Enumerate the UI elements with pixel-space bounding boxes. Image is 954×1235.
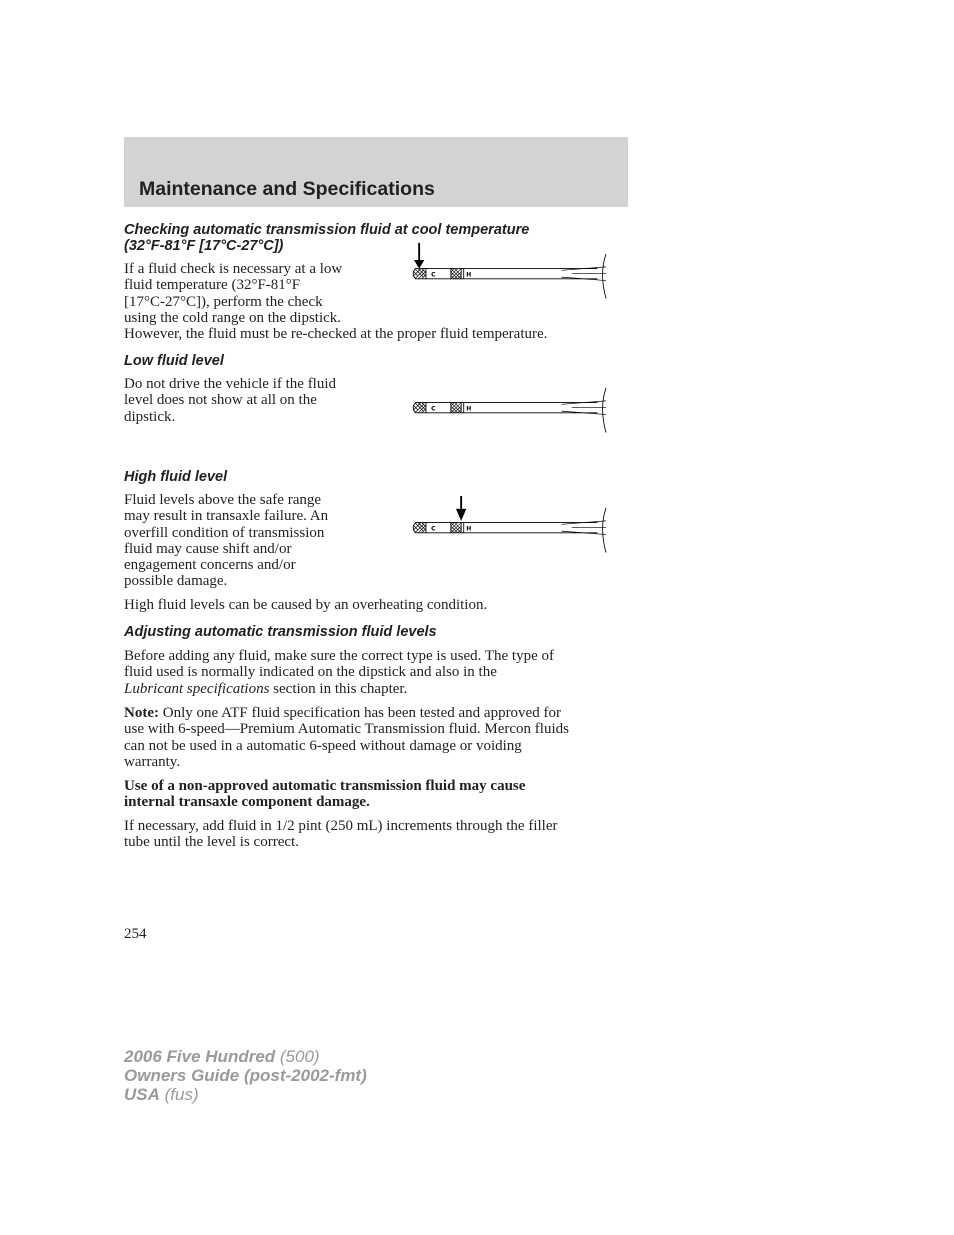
paragraph-overheating-cause: High fluid levels can be caused by an overheating condition. <box>124 597 488 613</box>
hot-mark-label: H <box>466 271 472 279</box>
hot-mark-label: H <box>466 525 472 533</box>
hot-mark-label: H <box>466 405 472 413</box>
paragraph-cool-temperature: If a fluid check is necessary at a low fluid temperature (32°F-81°F [17°C-27°C]), perform the check using the cold range on the dipstick. However, the fluid must be re-checked at the proper fluid temperature. <box>124 261 548 343</box>
level-arrow-icon <box>414 243 424 269</box>
footer-document-info: 2006 Five Hundred (500) Owners Guide (post-2002-fmt) USA (fus) <box>124 1047 367 1104</box>
cold-mark-label: C <box>431 405 436 413</box>
note-label: Note: <box>124 705 159 721</box>
page-number: 254 <box>124 926 147 942</box>
warning-non-approved-fluid: Use of a non-approved automatic transmission fluid may cause internal transaxle component damage. <box>124 778 526 811</box>
dipstick-high-diagram <box>392 496 628 556</box>
level-arrow-icon <box>456 496 466 521</box>
paragraph-note: Note: Only one ATF fluid specification has been tested and approved for use with 6-speed—Premium Automatic Transmission fluid. Mercon fluids can not be used in a automatic 6-speed without damage or voiding warranty. <box>124 705 569 770</box>
heading-adjusting-fluid-levels: Adjusting automatic transmission fluid levels <box>124 624 437 640</box>
heading-high-fluid-level: High fluid level <box>124 469 228 485</box>
cold-mark-label: C <box>431 271 436 279</box>
cold-mark-label: C <box>431 525 436 533</box>
heading-low-fluid-level: Low fluid level <box>124 353 224 369</box>
dipstick-cold-diagram <box>392 242 628 302</box>
dipstick-low-diagram <box>392 376 628 436</box>
paragraph-fluid-type: Before adding any fluid, make sure the correct type is used. The type of fluid used is normally indicated on the dipstick and also in the Lubricant specifications section in this chapter. <box>124 648 554 697</box>
heading-cool-temperature: Checking automatic transmission fluid at cool temperature (32°F-81°F [17°C-27°C]) <box>124 222 530 254</box>
paragraph-low-fluid-level: Do not drive the vehicle if the fluid level does not show at all on the dipstick. <box>124 376 337 425</box>
paragraph-high-fluid-level: Fluid levels above the safe range may result in transaxle failure. An overfill condition of transmission fluid may cause shift and/or engagement concerns and/or possible damage. <box>124 492 329 590</box>
lubricant-specifications-link[interactable]: Lubricant specifications <box>124 680 270 697</box>
paragraph-add-fluid: If necessary, add fluid in 1/2 pint (250 mL) increments through the filler tube until the level is correct. <box>124 818 558 851</box>
section-title: Maintenance and Specifications <box>139 178 435 200</box>
